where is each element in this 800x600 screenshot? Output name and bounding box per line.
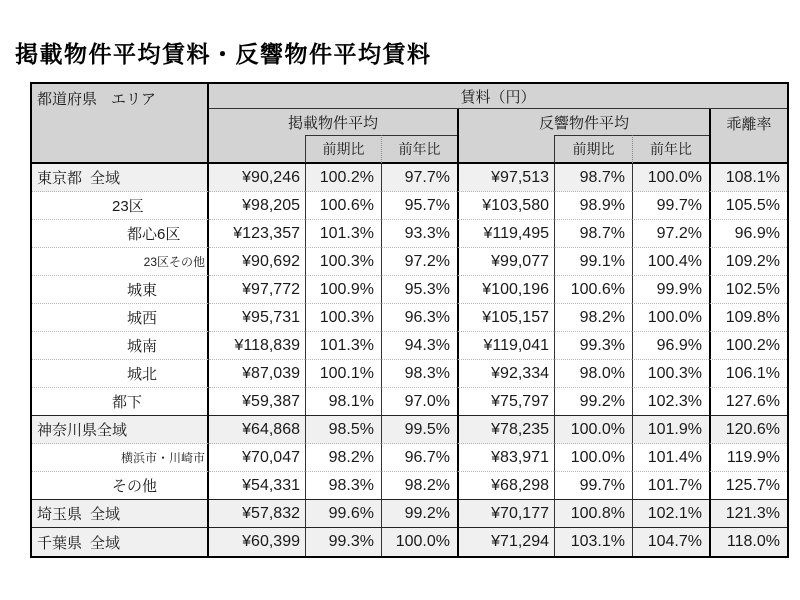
cell-listed-rent: ¥118,839 xyxy=(209,332,305,360)
rent-table-grid xyxy=(32,84,787,556)
cell-response-rent: ¥68,298 xyxy=(457,472,554,500)
cell-divergence: 96.9% xyxy=(709,220,787,248)
cell-response-prev-year: 101.7% xyxy=(632,472,709,500)
cell-response-rent: ¥103,580 xyxy=(457,192,554,220)
area-cell xyxy=(32,360,209,388)
cell-response-prev-year: 101.9% xyxy=(632,416,709,444)
cell-divergence: 109.2% xyxy=(709,248,787,276)
header-response-prev-period: 前期比 xyxy=(554,135,632,164)
cell-divergence: 121.3% xyxy=(709,500,787,528)
cell-response-prev-period: 98.7% xyxy=(554,220,632,248)
cell-divergence: 100.2% xyxy=(709,332,787,360)
cell-listed-rent: ¥90,246 xyxy=(209,164,305,192)
cell-response-prev-period: 98.7% xyxy=(554,164,632,192)
cell-listed-prev-period: 98.3% xyxy=(305,472,381,500)
cell-divergence: 120.6% xyxy=(709,416,787,444)
cell-listed-prev-period: 100.1% xyxy=(305,360,381,388)
header-divergence: 乖離率 xyxy=(709,109,787,164)
cell-response-prev-period: 99.3% xyxy=(554,332,632,360)
cell-divergence: 102.5% xyxy=(709,276,787,304)
rent-report-table xyxy=(30,82,789,558)
area-label: 横浜市・川崎市 xyxy=(120,451,205,465)
cell-response-prev-year: 100.4% xyxy=(632,248,709,276)
cell-listed-prev-year: 97.7% xyxy=(381,164,457,192)
cell-listed-prev-period: 98.1% xyxy=(305,388,381,416)
cell-listed-prev-period: 100.2% xyxy=(305,164,381,192)
cell-response-rent: ¥70,177 xyxy=(457,500,554,528)
cell-listed-prev-year: 99.5% xyxy=(381,416,457,444)
cell-response-prev-year: 97.2% xyxy=(632,220,709,248)
cell-response-rent: ¥119,041 xyxy=(457,332,554,360)
cell-response-prev-period: 100.6% xyxy=(554,276,632,304)
cell-divergence: 108.1% xyxy=(709,164,787,192)
header-listed-prev-year: 前年比 xyxy=(381,135,457,164)
area-cell xyxy=(32,416,209,444)
cell-response-prev-period: 100.0% xyxy=(554,416,632,444)
area-label: 都心6区 xyxy=(127,226,181,243)
page-title: 掲載物件平均賃料・反響物件平均賃料 xyxy=(15,41,432,67)
cell-response-prev-year: 104.7% xyxy=(632,528,709,556)
cell-response-prev-year: 102.1% xyxy=(632,500,709,528)
cell-listed-prev-period: 101.3% xyxy=(305,220,381,248)
cell-response-prev-period: 99.1% xyxy=(554,248,632,276)
cell-response-rent: ¥97,513 xyxy=(457,164,554,192)
cell-response-prev-year: 101.4% xyxy=(632,444,709,472)
cell-listed-prev-year: 97.2% xyxy=(381,248,457,276)
prefecture-label: 千葉県 xyxy=(37,534,83,552)
header-prefecture-area xyxy=(32,84,209,164)
cell-listed-rent: ¥87,039 xyxy=(209,360,305,388)
cell-response-rent: ¥92,334 xyxy=(457,360,554,388)
cell-response-prev-period: 99.7% xyxy=(554,472,632,500)
cell-listed-rent: ¥60,399 xyxy=(209,528,305,556)
cell-divergence: 118.0% xyxy=(709,528,787,556)
cell-listed-rent: ¥90,692 xyxy=(209,248,305,276)
cell-response-prev-year: 96.9% xyxy=(632,332,709,360)
header-listed-group: 掲載物件平均 xyxy=(209,109,457,135)
cell-response-prev-period: 100.8% xyxy=(554,500,632,528)
area-cell xyxy=(32,164,209,192)
cell-response-rent: ¥105,157 xyxy=(457,304,554,332)
cell-listed-prev-year: 97.0% xyxy=(381,388,457,416)
area-label: 城東 xyxy=(127,282,158,299)
area-label: 城北 xyxy=(127,366,158,383)
cell-response-prev-period: 98.9% xyxy=(554,192,632,220)
cell-listed-prev-period: 100.6% xyxy=(305,192,381,220)
cell-listed-rent: ¥97,772 xyxy=(209,276,305,304)
area-cell xyxy=(32,472,209,500)
cell-response-prev-year: 99.7% xyxy=(632,192,709,220)
cell-listed-prev-period: 100.9% xyxy=(305,276,381,304)
header-area-label: エリア xyxy=(111,91,157,108)
area-label: 全域 xyxy=(90,506,121,523)
area-label: 全域 xyxy=(90,170,121,187)
cell-divergence: 109.8% xyxy=(709,304,787,332)
cell-listed-prev-year: 99.2% xyxy=(381,500,457,528)
cell-listed-prev-period: 101.3% xyxy=(305,332,381,360)
cell-response-prev-period: 99.2% xyxy=(554,388,632,416)
cell-response-rent: ¥99,077 xyxy=(457,248,554,276)
cell-response-rent: ¥119,495 xyxy=(457,220,554,248)
cell-listed-prev-year: 94.3% xyxy=(381,332,457,360)
cell-listed-rent: ¥123,357 xyxy=(209,220,305,248)
cell-listed-prev-period: 99.3% xyxy=(305,528,381,556)
cell-listed-prev-period: 98.5% xyxy=(305,416,381,444)
cell-response-prev-year: 100.3% xyxy=(632,360,709,388)
area-label: 城西 xyxy=(127,310,158,327)
header-response-prev-year: 前年比 xyxy=(632,135,709,164)
area-cell xyxy=(32,276,209,304)
cell-listed-prev-period: 99.6% xyxy=(305,500,381,528)
cell-listed-prev-year: 96.7% xyxy=(381,444,457,472)
area-cell xyxy=(32,332,209,360)
area-cell xyxy=(32,500,209,528)
header-prefecture-label: 都道府県 xyxy=(37,91,98,108)
area-cell xyxy=(32,444,209,472)
cell-listed-prev-year: 96.3% xyxy=(381,304,457,332)
cell-listed-rent: ¥64,868 xyxy=(209,416,305,444)
cell-listed-prev-year: 100.0% xyxy=(381,528,457,556)
cell-response-prev-year: 100.0% xyxy=(632,164,709,192)
area-cell xyxy=(32,220,209,248)
cell-listed-rent: ¥95,731 xyxy=(209,304,305,332)
cell-response-rent: ¥71,294 xyxy=(457,528,554,556)
cell-response-prev-year: 100.0% xyxy=(632,304,709,332)
cell-divergence: 127.6% xyxy=(709,388,787,416)
area-label: 23区 xyxy=(112,198,144,215)
cell-response-prev-year: 102.3% xyxy=(632,388,709,416)
cell-response-prev-period: 98.0% xyxy=(554,360,632,388)
area-label: 都下 xyxy=(112,394,143,411)
cell-listed-prev-year: 98.2% xyxy=(381,472,457,500)
cell-divergence: 105.5% xyxy=(709,192,787,220)
cell-listed-prev-period: 100.3% xyxy=(305,248,381,276)
area-cell xyxy=(32,528,209,556)
header-listed-prev-period: 前期比 xyxy=(305,135,381,164)
cell-listed-rent: ¥57,832 xyxy=(209,500,305,528)
cell-divergence: 125.7% xyxy=(709,472,787,500)
cell-listed-rent: ¥98,205 xyxy=(209,192,305,220)
area-cell xyxy=(32,388,209,416)
prefecture-label: 埼玉県 xyxy=(37,506,83,523)
header-response-group: 反響物件平均 xyxy=(457,109,709,135)
cell-response-rent: ¥83,971 xyxy=(457,444,554,472)
cell-listed-prev-period: 98.2% xyxy=(305,444,381,472)
cell-response-rent: ¥78,235 xyxy=(457,416,554,444)
prefecture-label: 東京都 xyxy=(37,170,83,187)
cell-listed-rent: ¥59,387 xyxy=(209,388,305,416)
area-cell xyxy=(32,192,209,220)
header-listed-rent-blank xyxy=(209,135,305,164)
area-cell xyxy=(32,304,209,332)
prefecture-label: 神奈川県 xyxy=(37,422,98,439)
header-rent-group: 賃料（円） xyxy=(209,84,787,109)
cell-response-prev-period: 100.0% xyxy=(554,444,632,472)
header-response-rent-blank xyxy=(457,135,554,164)
cell-listed-prev-year: 93.3% xyxy=(381,220,457,248)
area-cell xyxy=(32,248,209,276)
cell-listed-prev-year: 98.3% xyxy=(381,360,457,388)
area-label: 23区その他 xyxy=(143,255,205,269)
cell-divergence: 106.1% xyxy=(709,360,787,388)
area-label: 全域 xyxy=(90,534,121,552)
cell-response-prev-period: 98.2% xyxy=(554,304,632,332)
area-label: 全域 xyxy=(97,422,128,439)
cell-listed-prev-period: 100.3% xyxy=(305,304,381,332)
cell-response-rent: ¥75,797 xyxy=(457,388,554,416)
cell-listed-prev-year: 95.3% xyxy=(381,276,457,304)
area-label: 城南 xyxy=(127,338,158,355)
cell-listed-rent: ¥70,047 xyxy=(209,444,305,472)
cell-listed-rent: ¥54,331 xyxy=(209,472,305,500)
cell-divergence: 119.9% xyxy=(709,444,787,472)
area-label: その他 xyxy=(112,478,158,495)
cell-response-rent: ¥100,196 xyxy=(457,276,554,304)
cell-listed-prev-year: 95.7% xyxy=(381,192,457,220)
cell-response-prev-year: 99.9% xyxy=(632,276,709,304)
cell-response-prev-period: 103.1% xyxy=(554,528,632,556)
